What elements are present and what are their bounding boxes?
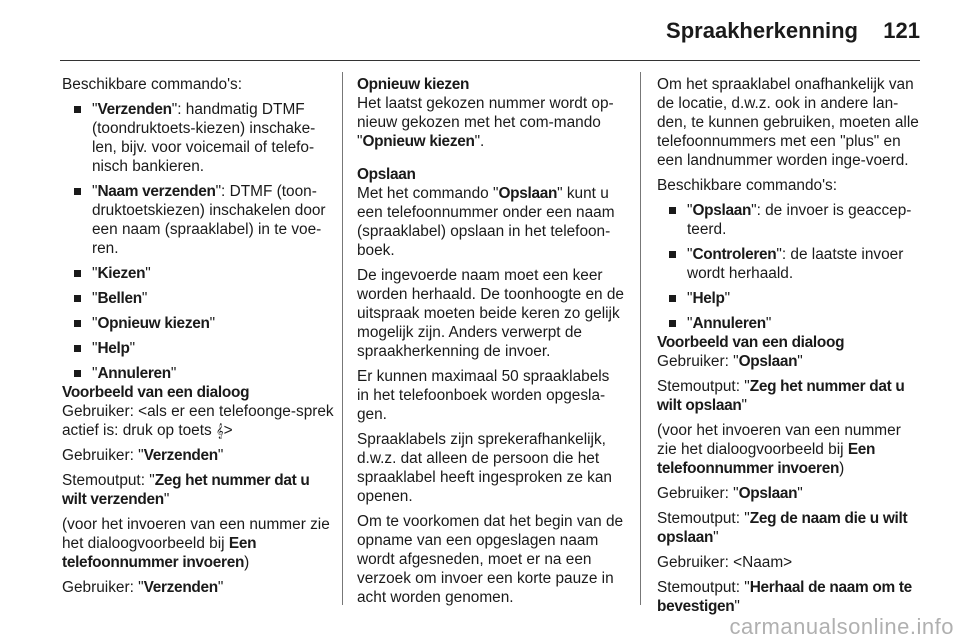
command-name: Annuleren bbox=[97, 365, 171, 382]
quote: " bbox=[163, 491, 170, 508]
list-item bbox=[62, 264, 334, 283]
bullet-icon bbox=[74, 188, 81, 195]
quote: " bbox=[687, 315, 693, 332]
quote: " bbox=[217, 447, 224, 464]
page-header bbox=[0, 0, 960, 62]
section-heading-redial: Opnieuw kiezen bbox=[357, 76, 470, 93]
dialog-user-line bbox=[657, 484, 923, 503]
list-item bbox=[62, 364, 334, 383]
command-description: " bbox=[170, 365, 177, 382]
quote: " bbox=[92, 365, 98, 382]
dialog-user-line bbox=[62, 446, 334, 465]
user-command: Verzenden bbox=[143, 447, 218, 464]
command-name: Opslaan bbox=[498, 185, 558, 202]
command-description: " bbox=[129, 340, 136, 357]
list-item bbox=[62, 289, 334, 308]
bullet-icon bbox=[74, 106, 81, 113]
command-description: " bbox=[141, 290, 148, 307]
command-description: ": handmatig DTMF (toondruktoets-kiezen) inschake-len, bijv. voor voicemail of telefo-nisch bankieren. bbox=[92, 101, 316, 175]
command-name: Bellen bbox=[97, 290, 142, 307]
watermark: carmanualsonline.info bbox=[729, 614, 954, 639]
user-label: Gebruiker: " bbox=[62, 447, 144, 464]
column-divider-1 bbox=[342, 72, 343, 605]
bullet-icon bbox=[74, 370, 81, 377]
voice-label: Stemoutput: " bbox=[657, 378, 750, 395]
paragraph-text-end: " kunt u een telefoonnummer onder een naam (spraaklabel) opslaan in het telefoon-boek. bbox=[357, 185, 615, 259]
note-reference: Een telefoonnummer invoeren bbox=[62, 535, 257, 571]
quote: " bbox=[687, 246, 693, 263]
list-item bbox=[62, 182, 334, 258]
list-item bbox=[62, 339, 334, 358]
voice-label: Stemoutput: " bbox=[62, 472, 155, 489]
dialog-user-line bbox=[62, 578, 334, 597]
command-name: Help bbox=[692, 290, 725, 307]
section-heading-save: Opslaan bbox=[357, 166, 416, 183]
list-item bbox=[657, 314, 923, 333]
bullet-icon bbox=[74, 345, 81, 352]
quote: " bbox=[92, 183, 98, 200]
note-end: ) bbox=[244, 554, 250, 571]
column-3 bbox=[657, 75, 923, 622]
paragraph: Om te voorkomen dat het begin van de opname van een opgeslagen naam wordt afgesneden, moet er na een verzoek om invoer een korte pauze in acht worden genomen. bbox=[357, 513, 624, 606]
command-description: " bbox=[145, 265, 151, 282]
column-1 bbox=[62, 75, 334, 603]
quote: " bbox=[687, 202, 693, 219]
command-name: Annuleren bbox=[692, 315, 766, 332]
quote: " bbox=[92, 290, 98, 307]
paragraph-text: Het laatst gekozen nummer wordt op-nieuw gekozen met het com-mando " bbox=[357, 95, 614, 150]
bullet-icon bbox=[669, 251, 676, 258]
quote: " bbox=[92, 340, 98, 357]
column-2 bbox=[357, 75, 625, 613]
list-item bbox=[657, 245, 923, 283]
dialog-voice-line bbox=[657, 578, 923, 616]
paragraph: Spraaklabels zijn sprekerafhankelijk, d.w.z. dat alleen de persoon die het spraaklabel heeft ingesproken ze kan openen. bbox=[357, 431, 612, 505]
bullet-icon bbox=[669, 207, 676, 214]
voice-text: Herhaal de naam om te bevestigen bbox=[657, 579, 912, 615]
command-name: Controleren bbox=[692, 246, 777, 263]
command-description: ": de laatste invoer wordt herhaald. bbox=[687, 246, 904, 282]
command-name: Opnieuw kiezen bbox=[362, 133, 475, 150]
column-divider-2 bbox=[640, 72, 641, 605]
header-rule bbox=[60, 60, 920, 61]
command-description: ": DTMF (toon-druktoetskiezen) inschakelen door een naam (spraaklabel) in te voe-ren. bbox=[92, 183, 326, 257]
command-description: " bbox=[209, 315, 216, 332]
command-description: " bbox=[724, 290, 731, 307]
list-item bbox=[657, 289, 923, 308]
command-list bbox=[657, 201, 923, 333]
voice-label: Stemoutput: " bbox=[657, 579, 750, 596]
list-item bbox=[62, 314, 334, 333]
user-command: Verzenden bbox=[143, 579, 218, 596]
phone-key-icon: 𝄞 bbox=[215, 423, 224, 438]
quote: " bbox=[92, 265, 98, 282]
paragraph: Er kunnen maximaal 50 spraaklabels in het telefoonboek worden opgesla-gen. bbox=[357, 368, 610, 423]
bullet-icon bbox=[669, 320, 676, 327]
dialog-user-line: Gebruiker: <Naam> bbox=[657, 554, 793, 571]
user-label: Gebruiker: " bbox=[657, 353, 739, 370]
dialog-user-line bbox=[657, 352, 923, 371]
paragraph: De ingevoerde naam moet een keer worden herhaald. De toonhoogte en de uitspraak moeten beide keren zo gelijk mogelijk zijn. Anders verwerpt de spraakherkenning de invoer. bbox=[357, 267, 624, 360]
note-end: ) bbox=[839, 460, 845, 477]
command-name: Naam verzenden bbox=[97, 183, 216, 200]
redial-paragraph bbox=[357, 94, 625, 151]
quote: " bbox=[92, 101, 98, 118]
paragraph: Om het spraaklabel onafhankelijk van de locatie, d.w.z. ook in andere lan-den, te kunnen gebruiken, moeten alle telefoonnummers met een "plus" en een landnummer worden inge-voerd. bbox=[657, 76, 919, 169]
commands-intro: Beschikbare commando's: bbox=[62, 76, 243, 93]
example-line bbox=[62, 402, 334, 440]
quote: " bbox=[713, 529, 719, 546]
page-title: Spraakherkenning bbox=[666, 18, 858, 43]
command-name: Opnieuw kiezen bbox=[97, 315, 210, 332]
quote: " bbox=[797, 485, 803, 502]
example-heading: Voorbeeld van een dialoog bbox=[62, 384, 250, 401]
command-name: Verzenden bbox=[97, 101, 172, 118]
command-name: Help bbox=[97, 340, 130, 357]
note-text: (voor het invoeren van een nummer zie het dialoogvoorbeeld bij bbox=[657, 422, 901, 458]
voice-label: Stemoutput: " bbox=[657, 510, 750, 527]
quote: " bbox=[734, 598, 740, 615]
user-label: Gebruiker: " bbox=[62, 579, 144, 596]
user-label: Gebruiker: " bbox=[657, 485, 739, 502]
paragraph-text-end: ". bbox=[474, 133, 485, 150]
quote: " bbox=[741, 397, 747, 414]
dialog-voice-line bbox=[657, 377, 923, 415]
list-item bbox=[657, 201, 923, 239]
save-paragraph bbox=[357, 184, 625, 260]
command-name: Opslaan bbox=[692, 202, 752, 219]
user-command: Opslaan bbox=[738, 353, 798, 370]
voice-text: Zeg de naam die u wilt opslaan bbox=[657, 510, 908, 546]
note-text: (voor het invoeren van een nummer zie het dialoogvoorbeeld bij bbox=[62, 516, 330, 552]
quote: " bbox=[217, 579, 224, 596]
example-text: Gebruiker: <als er een telefoonge-sprek actief is: druk op toets bbox=[62, 403, 334, 439]
command-description: " bbox=[765, 315, 772, 332]
bullet-icon bbox=[74, 270, 81, 277]
list-item bbox=[62, 100, 334, 176]
command-name: Kiezen bbox=[97, 265, 146, 282]
page-number: 121 bbox=[883, 18, 920, 43]
quote: " bbox=[92, 315, 98, 332]
dialog-note bbox=[657, 421, 923, 478]
voice-text: Zeg het nummer dat u wilt verzenden bbox=[62, 472, 310, 508]
dialog-voice-line bbox=[657, 509, 923, 547]
bullet-icon bbox=[669, 295, 676, 302]
command-description: ": de invoer is geaccep-teerd. bbox=[687, 202, 912, 238]
commands-intro: Beschikbare commando's: bbox=[657, 177, 838, 194]
note-reference: Een telefoonnummer invoeren bbox=[657, 441, 876, 477]
quote: " bbox=[797, 353, 803, 370]
quote: " bbox=[687, 290, 693, 307]
example-heading: Voorbeeld van een dialoog bbox=[657, 334, 845, 351]
user-command: Opslaan bbox=[738, 485, 798, 502]
voice-text: Zeg het nummer dat u wilt opslaan bbox=[657, 378, 905, 414]
command-list bbox=[62, 100, 334, 383]
example-text-end: > bbox=[223, 422, 233, 439]
bullet-icon bbox=[74, 320, 81, 327]
paragraph-text: Met het commando " bbox=[357, 185, 499, 202]
bullet-icon bbox=[74, 295, 81, 302]
dialog-voice-line bbox=[62, 471, 334, 509]
dialog-note bbox=[62, 515, 334, 572]
